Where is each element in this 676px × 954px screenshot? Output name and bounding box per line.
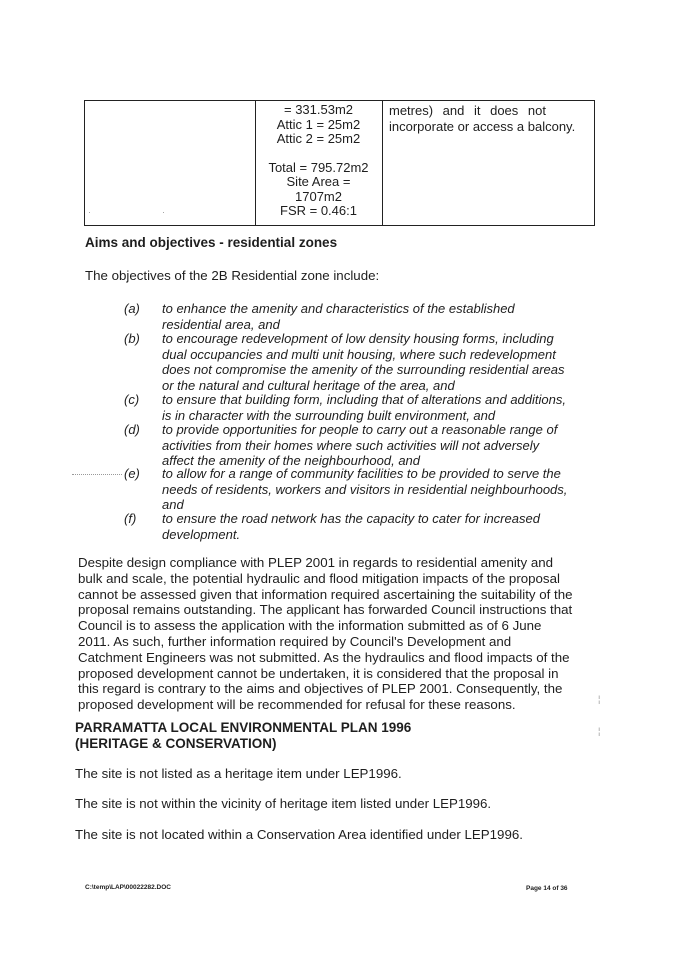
paragraph-line: Catchment Engineers was not submitted. As the hydraulics and flood impacts of the <box>78 649 570 665</box>
item-label: (f) <box>124 511 137 526</box>
item-line: to provide opportunities for people to carry out a reasonable range of <box>162 422 558 437</box>
compliance-notes-cell <box>389 103 590 135</box>
aims-heading: Aims and objectives - residential zones <box>85 235 338 250</box>
paragraph-line: Council is to assess the application with the information submitted as of 6 June <box>78 618 542 634</box>
item-label: (a) <box>124 301 140 316</box>
area-line: = 331.53m2 <box>283 102 354 117</box>
item-line: to allow for a range of community facilities to be provided to serve the <box>162 466 561 481</box>
site-area-label: Site Area = <box>286 174 351 189</box>
paragraph-line: proposed development will be recommended for refusal for these reasons. <box>78 697 516 713</box>
item-line: dual occupancies and multi unit housing, where such redevelopment <box>162 346 556 362</box>
list-item <box>124 331 584 393</box>
item-line: affect the amenity of the neighbourhood, and <box>162 453 421 468</box>
list-item <box>124 422 584 469</box>
list-item <box>124 466 584 513</box>
item-label: (e) <box>124 466 140 481</box>
paragraph-line: proposal remains outstanding. The applicant has forwarded Council instructions that <box>78 602 573 618</box>
dotted-margin-mark <box>72 474 122 475</box>
item-line: is in character with the surrounding built environment, and <box>162 407 496 423</box>
paragraph-line: cannot be assessed given that information required ascertaining the suitability of the <box>78 586 573 602</box>
list-item <box>124 511 584 543</box>
item-line: needs of residents, workers and visitors in residential neighbourhoods, <box>162 481 568 497</box>
heritage-statement: The site is not located within a Conservation Area identified under LEP1996. <box>75 827 523 842</box>
list-item <box>124 301 584 333</box>
paragraph-line: 2011. As such, further information required by Council's Development and <box>78 633 512 649</box>
item-line: and <box>162 497 184 512</box>
notes-line: metres) and it does not <box>389 103 546 118</box>
total-line: Total = 795.72m2 <box>268 159 369 175</box>
table-divider <box>382 101 383 225</box>
item-line: to encourage redevelopment of low density housing forms, including <box>162 331 554 346</box>
footer-file-path: C:\temp\LAP\00022282.DOC <box>85 884 171 891</box>
item-line: to ensure the road network has the capacity to cater for increased <box>162 511 540 526</box>
lep-heading <box>75 720 411 752</box>
site-area-value: 1707m2 <box>295 188 342 204</box>
area-line: Attic 1 = 25m2 <box>276 116 361 132</box>
floor-area-cell <box>256 103 381 219</box>
item-line: development. <box>162 526 241 542</box>
item-line: does not compromise the amenity of the surrounding residential areas <box>162 362 565 377</box>
notes-line: incorporate or access a balcony. <box>389 119 576 134</box>
area-calculation-table <box>84 100 595 226</box>
lep-heading-line: PARRAMATTA LOCAL ENVIRONMENTAL PLAN 1996 <box>75 720 412 735</box>
scan-speck: · <box>88 207 91 217</box>
paragraph-line: proposed development cannot be undertaken, it is considered that the proposal in <box>78 665 559 681</box>
paragraph-line: bulk and scale, the potential hydraulic and flood mitigation impacts of the proposal <box>78 570 560 586</box>
scan-speck: · <box>162 207 165 217</box>
scan-speck: ¦ <box>598 726 601 736</box>
item-line: activities from their homes where such activities will not adversely <box>162 437 540 453</box>
scan-speck: ¦ <box>598 694 601 704</box>
fsr-line: FSR = 0.46:1 <box>280 203 357 218</box>
item-line: or the natural and cultural heritage of the area, and <box>162 377 455 393</box>
heritage-statement: The site is not listed as a heritage item under LEP1996. <box>75 766 402 781</box>
list-item <box>124 392 584 424</box>
item-label: (d) <box>124 422 140 437</box>
paragraph-line: Despite design compliance with PLEP 2001 in regards to residential amenity and <box>78 555 554 570</box>
heritage-statement: The site is not within the vicinity of heritage item listed under LEP1996. <box>75 796 492 811</box>
item-label: (b) <box>124 331 140 346</box>
paragraph-line: this regard is contrary to the aims and objectives of PLEP 2001. Consequently, the <box>78 681 563 697</box>
aims-intro: The objectives of the 2B Residential zone include: <box>85 268 380 283</box>
item-label: (c) <box>124 392 140 407</box>
item-line: to ensure that building form, including that of alterations and additions, <box>162 392 566 407</box>
lep-heading-line: (HERITAGE & CONSERVATION) <box>75 736 277 751</box>
item-line: residential area, and <box>162 316 280 332</box>
discussion-paragraph <box>78 555 576 713</box>
item-line: to enhance the amenity and characteristics of the established <box>162 301 515 316</box>
footer-page-number: Page 14 of 36 <box>526 885 568 892</box>
area-line: Attic 2 = 25m2 <box>276 131 361 146</box>
